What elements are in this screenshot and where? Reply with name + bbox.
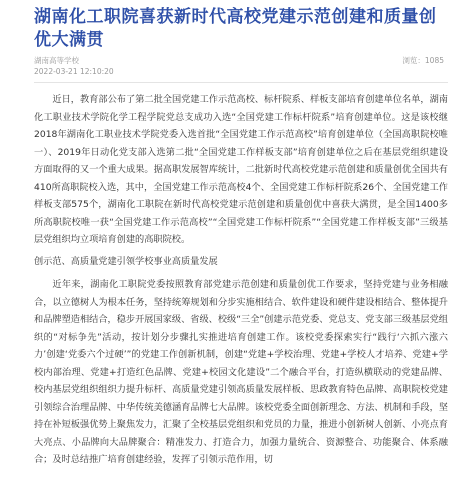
view-count: 浏览：1085 — [402, 56, 444, 65]
paragraph-intro: 近日，教育部公布了第二批全国党建工作示范高校、标杆院系、样板支部培育创建单位名单，湖南化工职业技术学院化学工程学院党总支成功入选“全国党建工作标杆院系”培育创建单位。这是该校继2018年湖南化工职业技术学院党委入选首批“全国党建工作示范高校”培育创建单位（全国高职院校唯一）、2019年日动化党支部入选第二批“全国党建工作样板支部”培育创建单位之后在基层党组织建设方面取得的又一个重大成果。据高职发展智库统计，二批新时代高校党建示范创建和质量创优全国共有410所高职院校入选，其中，全国党建工作示范高校4个、全国党建工作标杆院系26个、全国党建工作样板支部575个，湖南化工职院在新时代高校党建示范创建和质量创优中喜获大满贯，是全国1400多所高职院校唯一获“全国党建工作示范高校”“全国党建工作标杆院系”“全国党建工作样板支部”三级基层党组织均立项培育创建的高职院校。 — [34, 94, 448, 245]
article-meta — [34, 55, 448, 77]
article-source: 湖南高等学校 — [34, 56, 79, 65]
article-body — [34, 91, 448, 471]
article-date: 2022-03-21 12:10:20 — [34, 67, 114, 76]
section-subheading: 创示范、高质量党建引领学校事业高质量发展 — [34, 255, 218, 267]
paragraph-detail: 近年来，湖南化工职院党委按照教育部党建示范创建和质量创优工作要求，坚持党建与业务相融合，以立德树人为根本任务，坚持统筹规划和分步实施相结合、软件建设和硬件建设相结合、整体提升和品牌塑造相结合，稳步开展国家级、省级、校级“三全”创建示范党委、党总支、党支部三级基层党组织的“对标争先”活动，按计划分步骤扎实推进培育创建工作。该校党委探索实行“践行‘六抓六涨六力’创建‘党委六个过硬’”的党建工作创新机制，创建“党建+学校治理、党建+学校人才培养、党建+学校内部治理、党建+打造红色品牌、党建+校园文化建设”二个融合平台，打造纵横联动的党建品牌、校内基层党组织组织力提升标杆、高质量党建引领高质量发展样板、思政教育特色品牌、高职院校党建引领综合治理品牌、中华传统美德涵育品牌七大品牌。该校党委全面创新理念、方法、机制和手段，坚持在补短板强优势上聚焦发力，汇聚了全校基层党组织和党员的力量，推进小创新树人创新、小亮点育大亮点、小品牌向大品牌聚合：精准发力、打造合力，加强力量统合、资源整合、功能聚合、体系融合；及时总结推广培育创建经验，发挥了引领示范作用，切 — [34, 279, 448, 465]
header-divider — [34, 82, 448, 83]
article-title: 湖南化工职院喜获新时代高校党建示范创建和质量创优大满贯 — [34, 7, 437, 50]
